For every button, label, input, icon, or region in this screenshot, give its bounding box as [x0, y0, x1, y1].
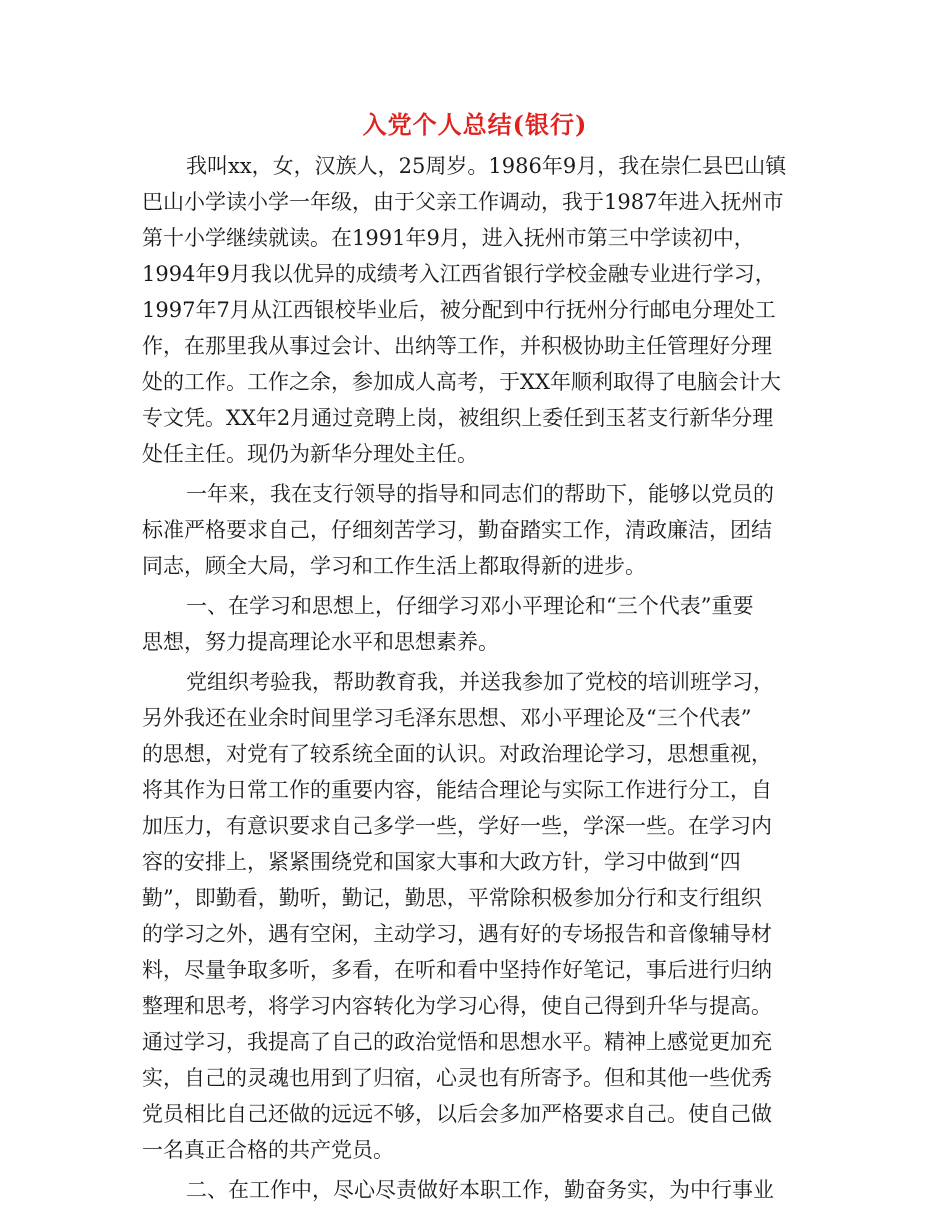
text-line: 我叫xx，女，汉族人，25周岁。1986年9月，我在崇仁县巴山镇 — [186, 154, 787, 178]
text-line: 处的工作。工作之余，参加成人高考，于XX年顺利取得了电脑会计大 — [142, 370, 781, 394]
text-line: 标准严格要求自己，仔细刻苦学习，勤奋踏实工作，清政廉洁，团结 — [142, 518, 772, 542]
text-line: 实，自己的灵魂也用到了归宿，心灵也有所寄予。但和其他一些优秀 — [142, 1066, 772, 1090]
text-line: 专文凭。XX年2月通过竞聘上岗，被组织上委任到玉茗支行新华分理 — [142, 406, 774, 430]
text-line: 思想，努力提高理论水平和思想素养。 — [142, 630, 499, 654]
document-body — [142, 148, 796, 1208]
text-line: 整理和思考，将学习内容转化为学习心得，使自己得到升华与提高。 — [142, 994, 772, 1018]
text-line: 第十小学继续就读。在1991年9月，进入抚州市第三中学读初中， — [142, 226, 755, 250]
text-line: 处任主任。现仍为新华分理处主任。 — [142, 442, 478, 466]
text-line: 料，尽量争取多听，多看，在听和看中坚持作好笔记，事后进行归纳 — [142, 958, 772, 982]
text-line: 党组织考验我，帮助教育我，并送我参加了党校的培训班学习， — [186, 670, 774, 694]
text-line: 的学习之外，遇有空闲，主动学习，遇有好的专场报告和音像辅导材 — [142, 922, 772, 946]
document-title: 入党个人总结(银行) — [362, 110, 588, 139]
text-line: 同志，顾全大局，学习和工作生活上都取得新的进步。 — [142, 554, 646, 578]
text-line: 1997年7月从江西银校毕业后，被分配到中行抚州分行邮电分理处工 — [142, 298, 776, 322]
text-line: 二、在工作中，尽心尽责做好本职工作，勤奋务实，为中行事业 — [186, 1178, 774, 1202]
text-line: 加压力，有意识要求自己多学一些，学好一些，学深一些。在学习内 — [142, 814, 772, 838]
text-line: 另外我还在业余时间里学习毛泽东思想、邓小平理论及“三个代表” — [142, 706, 752, 730]
text-line: 1994年9月我以优异的成绩考入江西省银行学校金融专业进行学习， — [142, 262, 776, 286]
text-line: 的思想，对党有了较系统全面的认识。对政治理论学习，思想重视， — [142, 742, 772, 766]
text-line: 一名真正合格的共产党员。 — [142, 1138, 394, 1162]
text-line: 一年来，我在支行领导的指导和同志们的帮助下，能够以党员的 — [186, 482, 774, 506]
text-line: 容的安排上，紧紧围绕党和国家大事和大政方针，学习中做到“四 — [142, 850, 741, 874]
text-line: 通过学习，我提高了自己的政治觉悟和思想水平。精神上感觉更加充 — [142, 1030, 772, 1054]
text-line: 党员相比自己还做的远远不够，以后会多加严格要求自己。使自己做 — [142, 1102, 772, 1126]
text-line: 勤”，即勤看，勤听，勤记，勤思，平常除积极参加分行和支行组织 — [142, 886, 762, 910]
text-line: 一、在学习和思想上，仔细学习邓小平理论和“三个代表”重要 — [186, 594, 754, 618]
text-line: 巴山小学读小学一年级，由于父亲工作调动，我于1987年进入抚州市 — [142, 190, 784, 214]
text-line: 将其作为日常工作的重要内容，能结合理论与实际工作进行分工，自 — [142, 778, 772, 802]
text-line: 作，在那里我从事过会计、出纳等工作，并积极协助主任管理好分理 — [142, 334, 772, 358]
